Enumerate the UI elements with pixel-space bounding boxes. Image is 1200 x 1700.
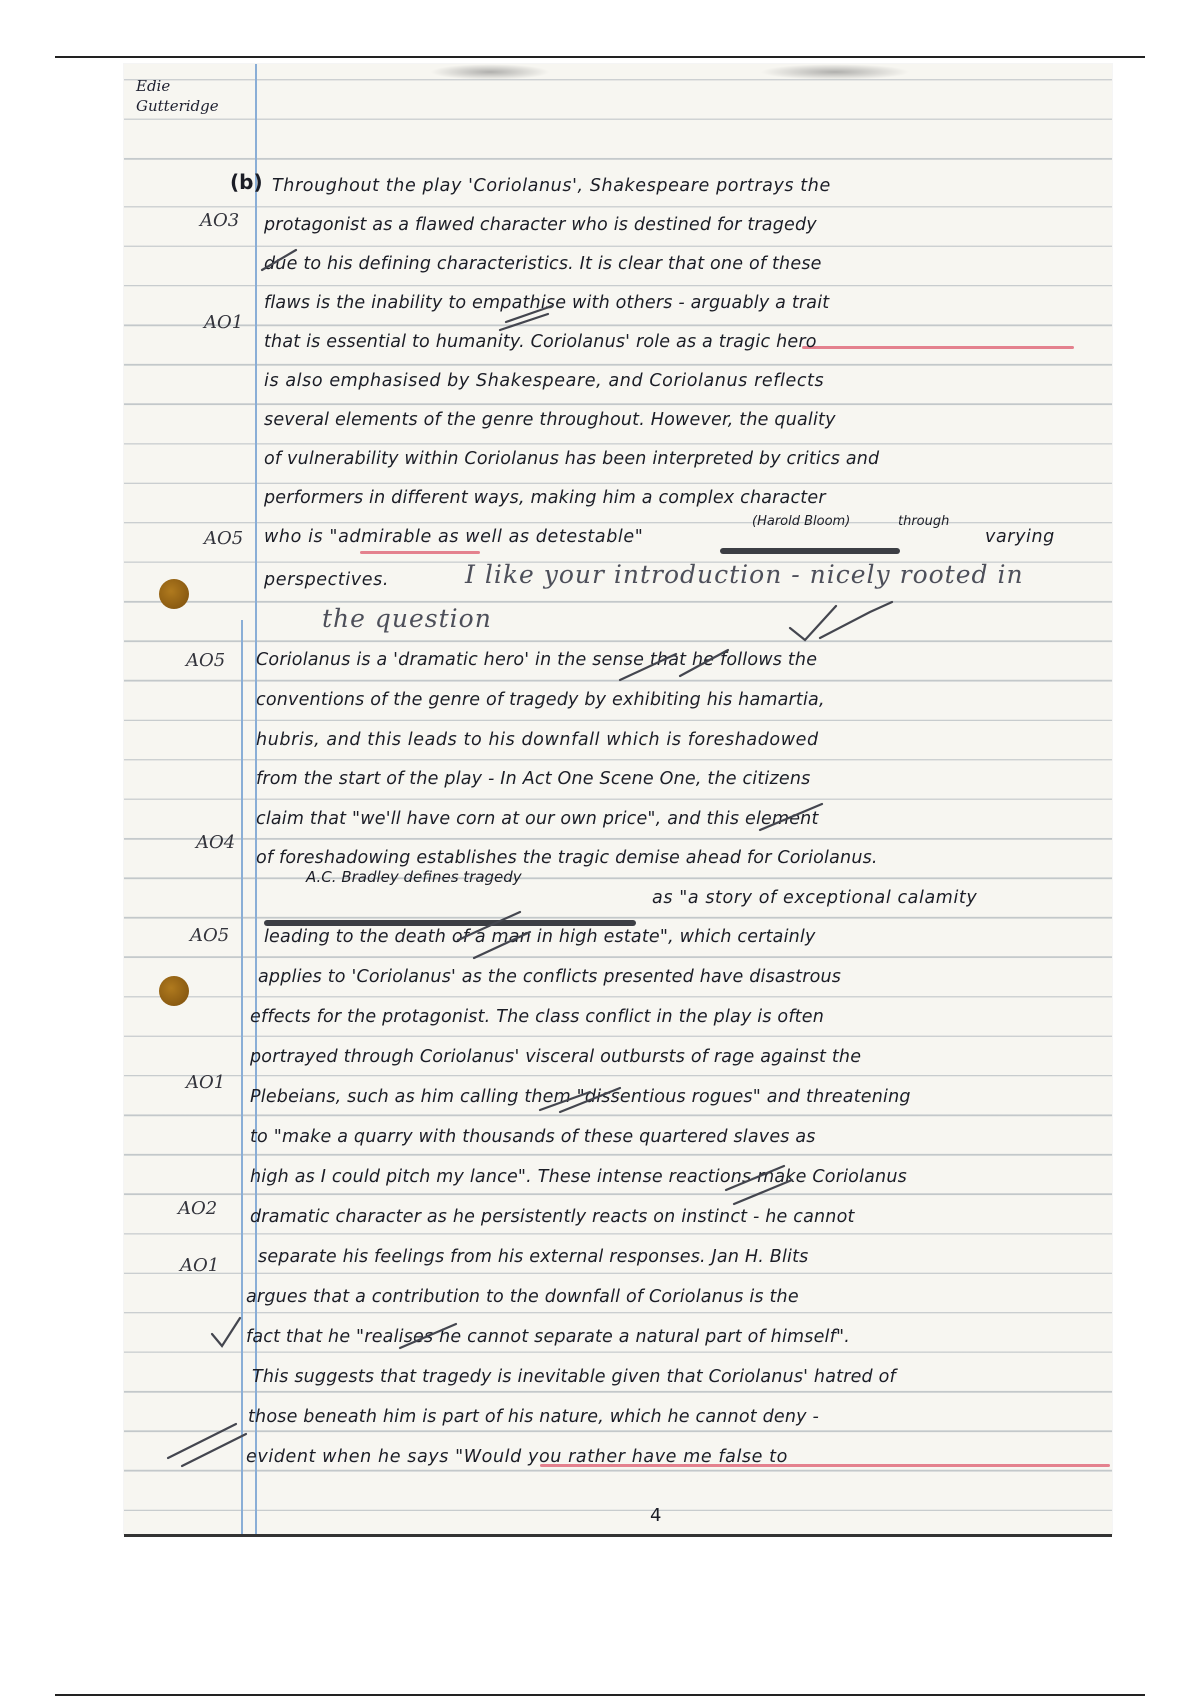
punch-hole xyxy=(159,579,189,609)
margin-line-lower xyxy=(241,620,243,1534)
margin-mark: AO1 xyxy=(204,312,244,333)
essay-line: protagonist as a flawed character who is destined for tragedy xyxy=(264,215,817,235)
essay-line: who is "admirable as well as detestable" xyxy=(264,527,644,547)
margin-mark: AO1 xyxy=(180,1255,220,1276)
essay-line: leading to the death of a man in high estate", which certainly xyxy=(264,927,816,947)
teacher-comment: the question xyxy=(322,604,492,633)
essay-line: those beneath him is part of his nature, which he cannot deny - xyxy=(248,1407,819,1427)
margin-mark: AO3 xyxy=(200,210,240,231)
margin-mark: AO2 xyxy=(178,1198,218,1219)
essay-line: high as I could pitch my lance". These intense reactions make Coriolanus xyxy=(250,1167,907,1187)
essay-line: argues that a contribution to the downfall of Coriolanus is the xyxy=(246,1287,799,1307)
essay-line: portrayed through Coriolanus' visceral outbursts of rage against the xyxy=(250,1047,862,1067)
essay-line: effects for the protagonist. The class conflict in the play is often xyxy=(250,1007,825,1027)
essay-line: is also emphasised by Shakespeare, and Coriolanus reflects xyxy=(264,371,825,391)
inserted-phrase: A.C. Bradley defines tragedy xyxy=(306,868,522,886)
essay-line: Throughout the play 'Coriolanus', Shakespeare portrays the xyxy=(272,176,831,196)
punch-hole xyxy=(159,976,189,1006)
essay-line: fact that he "realises he cannot separate a natural part of himself". xyxy=(246,1327,850,1347)
essay-line: separate his feelings from his external responses. Jan H. Blits xyxy=(258,1247,809,1267)
margin-mark: AO5 xyxy=(190,925,230,946)
essay-line: as "a story of exceptional calamity xyxy=(652,888,978,908)
essay-line: flaws is the inability to empathise with others - arguably a trait xyxy=(264,293,830,313)
essay-line: several elements of the genre throughout. However, the quality xyxy=(264,410,836,430)
margin-line xyxy=(255,64,257,1534)
margin-mark: AO1 xyxy=(186,1072,226,1093)
essay-line: of vulnerability within Coriolanus has been interpreted by critics and xyxy=(264,449,880,469)
essay-line: This suggests that tragedy is inevitable given that Coriolanus' hatred of xyxy=(252,1367,896,1387)
essay-line: applies to 'Coriolanus' as the conflicts presented have disastrous xyxy=(258,967,842,987)
highlight-underline xyxy=(360,551,480,554)
essay-line-text: conventions of the genre of tragedy by exhibiting his hamartia, xyxy=(256,690,825,710)
essay-line: Plebeians, such as him calling them "dissentious rogues" and threatening xyxy=(250,1087,911,1107)
essay-line: from the start of the play - In Act One Scene One, the citizens xyxy=(256,769,811,789)
essay-line: performers in different ways, making him a complex character xyxy=(264,488,826,508)
essay-line: evident when he says "Would you rather have me false to xyxy=(246,1447,788,1467)
essay-line: of foreshadowing establishes the tragic demise ahead for Coriolanus. xyxy=(256,848,878,868)
essay-line: due to his defining characteristics. It is clear that one of these xyxy=(264,254,822,274)
essay-line: hubris, and this leads to his downfall which is foreshadowed xyxy=(256,730,819,750)
margin-mark: AO5 xyxy=(204,528,244,549)
essay-line: that is essential to humanity. Coriolanus' role as a tragic hero xyxy=(264,332,817,352)
question-label: (b) xyxy=(230,170,263,194)
essay-line xyxy=(256,690,825,710)
essay-line: Coriolanus is a 'dramatic hero' in the sense that he follows the xyxy=(256,650,818,670)
top-rule xyxy=(55,56,1145,58)
author-last-name: Gutteridge xyxy=(136,97,219,115)
page-bottom-edge xyxy=(124,1534,1112,1537)
crossed-out-text xyxy=(720,548,900,554)
bottom-rule xyxy=(55,1694,1145,1696)
scan-shadow xyxy=(760,64,910,80)
margin-mark: AO5 xyxy=(186,650,226,671)
author-name xyxy=(136,76,219,116)
essay-line: perspectives. xyxy=(264,570,390,590)
inserted-critic-name: (Harold Bloom) xyxy=(752,514,851,529)
margin-mark: AO4 xyxy=(196,832,236,853)
inserted-word: through xyxy=(898,514,950,529)
essay-line: claim that "we'll have corn at our own price", and this element xyxy=(256,809,819,829)
essay-line: to "make a quarry with thousands of these quartered slaves as xyxy=(250,1127,816,1147)
essay-line: dramatic character as he persistently reacts on instinct - he cannot xyxy=(250,1207,855,1227)
essay-line: varying xyxy=(985,527,1055,547)
author-first-name: Edie xyxy=(136,77,171,95)
teacher-comment: I like your introduction - nicely rooted in xyxy=(465,560,1024,589)
notebook-page xyxy=(124,64,1112,1534)
crossed-out-text xyxy=(264,920,636,926)
page-number: 4 xyxy=(650,1505,662,1526)
scan-shadow xyxy=(430,64,550,80)
highlight-underline xyxy=(802,346,1074,349)
